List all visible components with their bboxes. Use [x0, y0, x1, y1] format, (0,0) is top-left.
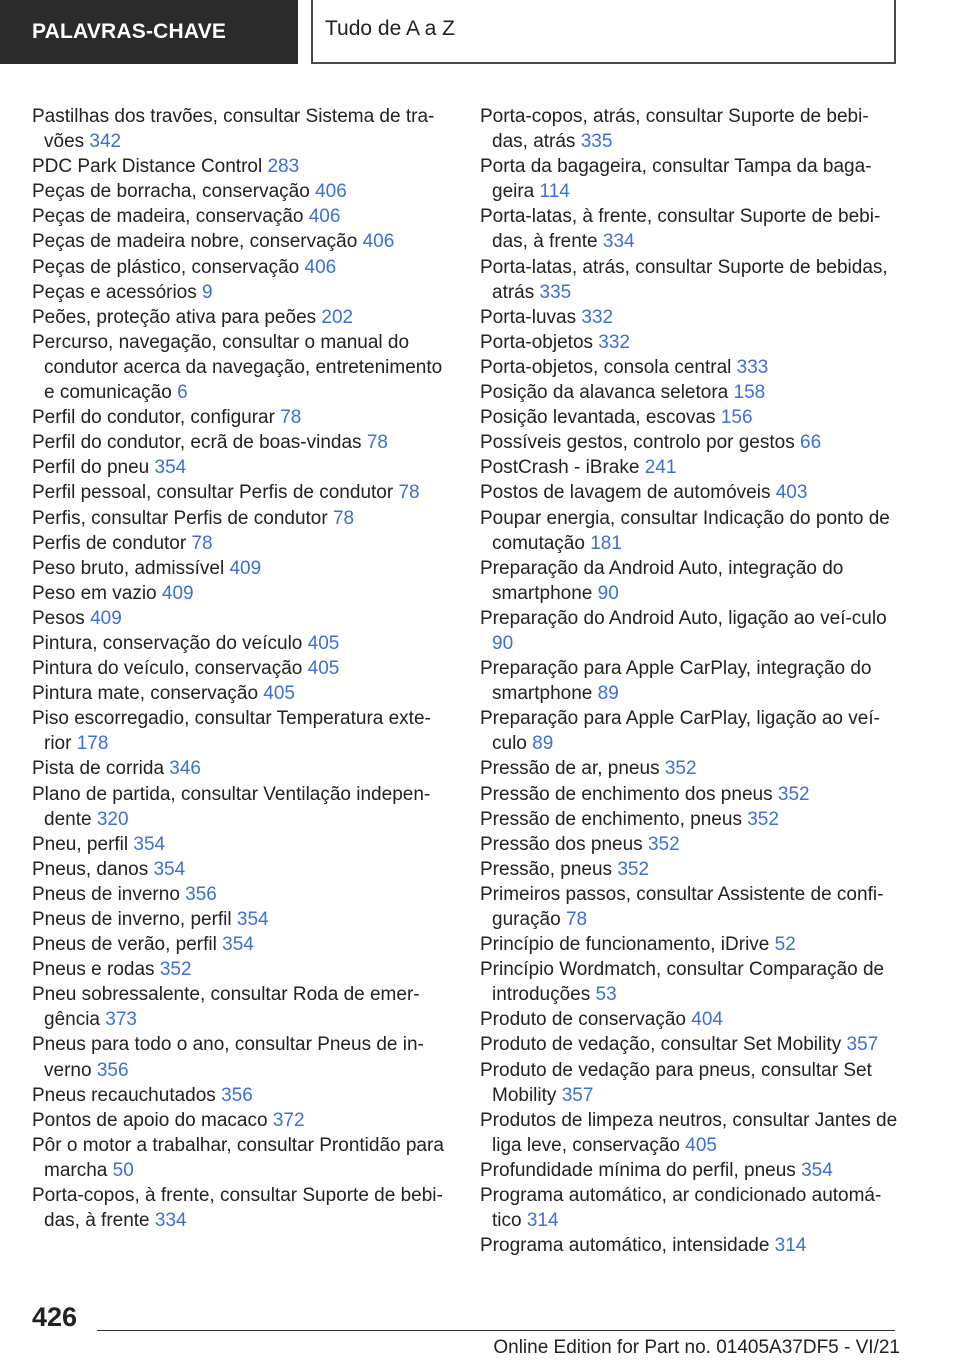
page-reference-link[interactable]: 406: [362, 231, 395, 253]
index-entry: [32, 681, 452, 706]
index-entry: [480, 355, 900, 380]
entry-text: Profundidade mínima do perfil, pneus: [480, 1159, 796, 1181]
entry-text: Posição da alavanca seletora: [480, 382, 729, 404]
entry-text: Perfil do condutor, ecrã de boas-vindas: [32, 432, 362, 454]
index-column-right: [480, 104, 900, 1258]
entry-text: Porta-objetos: [480, 331, 594, 353]
entry-text: Porta-objetos, consola central: [480, 356, 732, 378]
page-reference-link[interactable]: 78: [332, 507, 355, 529]
page-reference-link[interactable]: 405: [263, 683, 295, 705]
index-entry: [32, 405, 452, 430]
entry-text: Princípio Wordmatch, consultar Comparação de introduções: [480, 959, 885, 1006]
page-reference-link[interactable]: 357: [846, 1034, 879, 1056]
entry-text: Preparação do Android Auto, ligação ao veí-culo: [480, 607, 887, 629]
entry-text: Pôr o motor a trabalhar, consultar Prontidão para marcha: [32, 1134, 444, 1181]
index-entry: [32, 782, 452, 832]
entry-text: Peças e acessórios: [32, 281, 197, 303]
index-column-left: [32, 104, 452, 1233]
chapter-title-tab: Tudo de A a Z: [311, 0, 896, 64]
page-reference-link[interactable]: 52: [774, 934, 796, 956]
index-entry: [32, 104, 452, 154]
entry-text: Perfil pessoal, consultar Perfis de condutor: [32, 482, 394, 504]
page-reference-link[interactable]: 406: [315, 181, 347, 203]
page-reference-link[interactable]: 335: [539, 281, 572, 303]
entry-text: Pressão dos pneus: [480, 833, 643, 855]
page-reference-link[interactable]: 356: [221, 1084, 253, 1106]
page-reference-link[interactable]: 409: [90, 607, 122, 629]
page-reference-link[interactable]: 342: [89, 131, 122, 153]
index-entry: [480, 1007, 900, 1032]
page-reference-link[interactable]: 181: [590, 532, 622, 554]
entry-text: Plano de partida, consultar Ventilação indepen-dente: [32, 783, 431, 830]
entry-text: Pressão de ar, pneus: [480, 758, 660, 780]
index-entry: [32, 1032, 452, 1082]
entry-text: Pneus para todo o ano, consultar Pneus de in-verno: [32, 1034, 424, 1081]
index-entry: [480, 1233, 900, 1258]
entry-text: Primeiros passos, consultar Assistente de confi-guração: [480, 883, 884, 930]
index-entry: [480, 756, 900, 781]
page-reference-link[interactable]: 6: [177, 382, 188, 404]
entry-text: Pressão, pneus: [480, 858, 613, 880]
entry-text: Pneu sobressalente, consultar Roda de emer-gência: [32, 984, 420, 1031]
page-reference-link[interactable]: 356: [96, 1059, 129, 1081]
index-entry: [480, 606, 900, 656]
entry-text: Perfil do pneu: [32, 457, 150, 479]
section-tab: PALAVRAS-CHAVE: [0, 0, 298, 64]
page-reference-link[interactable]: 314: [774, 1235, 807, 1257]
page-reference-link[interactable]: 354: [133, 833, 166, 855]
entry-text: Preparação para Apple CarPlay, ligação ao veí-culo: [480, 708, 880, 755]
entry-text: Princípio de funcionamento, iDrive: [480, 934, 770, 956]
entry-text: Pontos de apoio do macaco: [32, 1109, 268, 1131]
page-reference-link[interactable]: 335: [580, 131, 613, 153]
index-entry: [32, 631, 452, 656]
entry-text: Pneus recauchutados: [32, 1084, 216, 1106]
index-entry: [32, 907, 452, 932]
page-reference-link[interactable]: 409: [229, 557, 262, 579]
page-reference-link[interactable]: 373: [105, 1009, 137, 1031]
page-reference-link[interactable]: 89: [532, 733, 554, 755]
page-reference-link[interactable]: 202: [321, 306, 354, 328]
page-reference-link[interactable]: 78: [366, 432, 388, 454]
entry-text: Posição levantada, escovas: [480, 407, 716, 429]
index-entry: [32, 656, 452, 681]
page-reference-link[interactable]: 78: [565, 909, 588, 930]
index-entry: [32, 832, 452, 857]
index-entry: [480, 807, 900, 832]
index-entry: [32, 506, 452, 531]
entry-text: Pintura mate, conservação: [32, 683, 259, 705]
entry-text: Porta-copos, à frente, consultar Suporte de bebi-das, à frente: [32, 1185, 443, 1232]
page-reference-link[interactable]: 332: [598, 331, 630, 353]
page-header: [0, 0, 960, 66]
entry-text: Produto de vedação, consultar Set Mobility: [480, 1034, 842, 1056]
index-entry: [480, 706, 900, 756]
index-entry: [480, 154, 900, 204]
index-entry: [32, 1108, 452, 1133]
page-reference-link[interactable]: 357: [561, 1084, 594, 1106]
entry-text: Pneu, perfil: [32, 833, 129, 855]
index-entry: [32, 330, 452, 405]
index-entry: [32, 531, 452, 556]
page-reference-link[interactable]: 78: [280, 407, 302, 429]
page-reference-link[interactable]: 352: [747, 808, 779, 830]
page-reference-link[interactable]: 352: [617, 858, 650, 880]
edition-text: Online Edition for Part no. 01405A37DF5 - VI/21: [493, 1337, 900, 1358]
index-entry: [480, 957, 900, 1007]
page-reference-link[interactable]: 90: [597, 582, 619, 604]
entry-text: Peso bruto, admissível: [32, 557, 225, 579]
page-reference-link[interactable]: 352: [777, 783, 810, 805]
page-reference-link[interactable]: 333: [736, 356, 769, 378]
index-entry: [480, 1158, 900, 1183]
index-entry: [32, 756, 452, 781]
entry-text: Peões, proteção ativa para peões: [32, 306, 317, 328]
page-reference-link[interactable]: 9: [202, 281, 213, 303]
index-entry: [32, 857, 452, 882]
page-reference-link[interactable]: 320: [96, 808, 129, 830]
page-reference-link[interactable]: 241: [644, 457, 677, 479]
page-reference-link[interactable]: 346: [169, 758, 201, 780]
page-reference-link[interactable]: 354: [222, 934, 254, 956]
page-reference-link[interactable]: 406: [308, 206, 341, 228]
page-reference-link[interactable]: 332: [581, 306, 614, 328]
entry-text: Possíveis gestos, controlo por gestos: [480, 432, 795, 454]
entry-text: Peso em vazio: [32, 582, 157, 604]
index-entry: [32, 255, 452, 280]
page-reference-link[interactable]: 89: [597, 683, 619, 705]
entry-text: Poupar energia, consultar Indicação do ponto de comutação: [480, 507, 890, 554]
entry-text: Peças de borracha, conservação: [32, 181, 310, 203]
index-entry: [480, 882, 900, 932]
index-entry: [480, 656, 900, 706]
page-number: 426: [32, 1302, 78, 1332]
page-reference-link[interactable]: 50: [112, 1159, 134, 1181]
page-reference-link[interactable]: 409: [161, 582, 194, 604]
index-entry: [480, 204, 900, 254]
page-reference-link[interactable]: 352: [159, 959, 192, 981]
index-entry: [480, 405, 900, 430]
index-entry: [32, 154, 452, 179]
entry-text: Pista de corrida: [32, 758, 165, 780]
entry-text: PDC Park Distance Control: [32, 156, 263, 178]
page-reference-link[interactable]: 334: [602, 231, 635, 253]
entry-text: Porta-latas, à frente, consultar Suporte de bebi-das, à frente: [480, 206, 881, 253]
index-entry: [480, 430, 900, 455]
entry-text: Programa automático, intensidade: [480, 1235, 770, 1257]
index-entry: [480, 1183, 900, 1233]
entry-text: Pneus de inverno: [32, 883, 180, 905]
index-entry: [32, 229, 452, 254]
entry-text: Pressão de enchimento, pneus: [480, 808, 742, 830]
page-reference-link[interactable]: 404: [691, 1009, 723, 1031]
index-entry: [480, 932, 900, 957]
page-reference-link[interactable]: 406: [304, 256, 337, 278]
entry-text: Percurso, navegação, consultar o manual do condutor acerca da navegação, entretenimento e comunicação: [32, 331, 443, 404]
index-entry: [480, 1108, 900, 1158]
entry-text: Perfis de condutor: [32, 532, 187, 554]
index-entry: [480, 1058, 900, 1108]
page-reference-link[interactable]: 314: [526, 1210, 559, 1232]
entry-text: Pintura do veículo, conservação: [32, 658, 303, 680]
entry-text: Peças de madeira, conservação: [32, 206, 304, 228]
entry-text: Postos de lavagem de automóveis: [480, 482, 771, 504]
index-entry: [32, 957, 452, 982]
index-entry: [480, 480, 900, 505]
index-entry: [32, 1083, 452, 1108]
entry-text: Perfis, consultar Perfis de condutor: [32, 507, 328, 529]
page-reference-link[interactable]: 78: [398, 482, 420, 504]
index-entry: [32, 430, 452, 455]
index-entry: [32, 480, 452, 505]
page-reference-link[interactable]: 372: [272, 1109, 305, 1131]
index-entry: [480, 104, 900, 154]
entry-text: Pneus e rodas: [32, 959, 155, 981]
index-entry: [32, 556, 452, 581]
index-entry: [32, 581, 452, 606]
page-reference-link[interactable]: 90: [492, 632, 514, 654]
page-reference-link[interactable]: 283: [267, 156, 300, 178]
index-entry: [480, 380, 900, 405]
page-reference-link[interactable]: 178: [76, 733, 109, 755]
page-reference-link[interactable]: 156: [720, 407, 753, 429]
page-reference-link[interactable]: 403: [775, 482, 808, 504]
entry-text: PostCrash - iBrake: [480, 457, 640, 479]
entry-text: Produto de vedação para pneus, consultar Set Mobility: [480, 1059, 872, 1106]
index-entry: [32, 882, 452, 907]
page-reference-link[interactable]: 354: [154, 457, 187, 479]
entry-text: Pneus de verão, perfil: [32, 934, 217, 956]
entry-text: Porta da bagageira, consultar Tampa da baga-geira: [480, 156, 872, 203]
page-reference-link[interactable]: 334: [154, 1210, 187, 1232]
index-entry: [32, 1183, 452, 1233]
index-entry: [32, 204, 452, 229]
index-entry: [480, 857, 900, 882]
page-reference-link[interactable]: 78: [191, 532, 213, 554]
footer-divider: [97, 1330, 895, 1331]
page-reference-link[interactable]: 405: [307, 658, 340, 680]
index-entry: [32, 305, 452, 330]
entry-text: Porta-latas, atrás, consultar Suporte de bebidas, atrás: [480, 256, 888, 303]
entry-text: Pintura, conservação do veículo: [32, 632, 303, 654]
page-reference-link[interactable]: 114: [539, 181, 570, 203]
entry-text: Pressão de enchimento dos pneus: [480, 783, 773, 805]
index-entry: [32, 280, 452, 305]
entry-text: Produto de conservação: [480, 1009, 686, 1031]
index-entry: [32, 982, 452, 1032]
index-entry: [480, 556, 900, 606]
entry-text: Pneus, danos: [32, 858, 149, 880]
entry-text: Piso escorregadio, consultar Temperatura exte-rior: [32, 708, 431, 755]
index-entry: [480, 330, 900, 355]
entry-text: Preparação para Apple CarPlay, integração do smartphone: [480, 658, 872, 705]
page-reference-link[interactable]: 53: [595, 984, 617, 1006]
page-reference-link[interactable]: 405: [685, 1134, 717, 1156]
page-reference-link[interactable]: 352: [647, 833, 680, 855]
entry-text: Pesos: [32, 607, 85, 629]
entry-text: Pneus de inverno, perfil: [32, 909, 232, 930]
entry-text: Peças de madeira nobre, conservação: [32, 231, 358, 253]
index-entry: [480, 506, 900, 556]
entry-text: Porta-copos, atrás, consultar Suporte de bebi-das, atrás: [480, 106, 869, 153]
entry-text: Peças de plástico, conservação: [32, 256, 300, 278]
entry-text: Preparação da Android Auto, integração do smartphone: [480, 557, 844, 604]
page-reference-link[interactable]: 405: [307, 632, 340, 654]
entry-text: Programa automático, ar condicionado automá-tico: [480, 1185, 882, 1232]
entry-text: Produtos de limpeza neutros, consultar Jantes de liga leve, conservação: [480, 1109, 898, 1156]
page-reference-link[interactable]: 66: [800, 432, 822, 454]
index-entry: [32, 706, 452, 756]
page-reference-link[interactable]: 354: [236, 909, 269, 930]
page-reference-link[interactable]: 354: [153, 858, 186, 880]
index-entry: [32, 932, 452, 957]
index-entry: [480, 305, 900, 330]
index-entry: [480, 782, 900, 807]
page-reference-link[interactable]: 352: [664, 758, 697, 780]
index-entry: [32, 179, 452, 204]
index-entry: [480, 455, 900, 480]
entry-text: Porta-luvas: [480, 306, 577, 328]
page-reference-link[interactable]: 354: [801, 1159, 833, 1181]
index-entry: [480, 255, 900, 305]
index-entry: [480, 832, 900, 857]
index-entry: [480, 1032, 900, 1057]
page-reference-link[interactable]: 356: [185, 883, 217, 905]
entry-text: Perfil do condutor, configurar: [32, 407, 275, 429]
index-entry: [32, 606, 452, 631]
page-reference-link[interactable]: 158: [733, 382, 766, 404]
entry-text: Pastilhas dos travões, consultar Sistema de tra-vões: [32, 106, 435, 153]
index-entry: [32, 1133, 452, 1183]
index-entry: [32, 455, 452, 480]
